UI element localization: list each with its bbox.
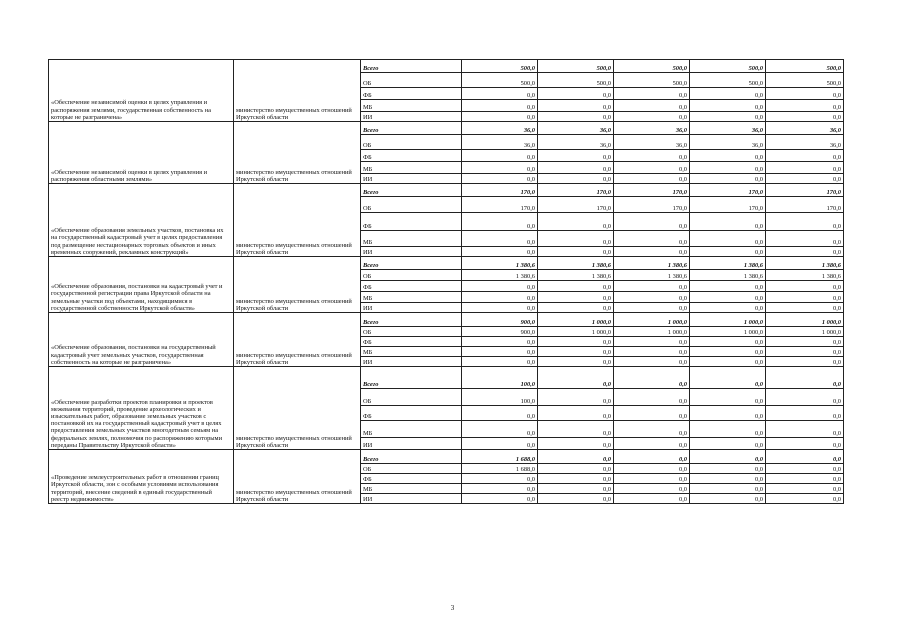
amount-cell: 0,0 xyxy=(690,150,766,162)
amount-cell: 0,0 xyxy=(538,303,614,313)
amount-cell: 0,0 xyxy=(690,174,766,184)
table-row xyxy=(49,184,844,197)
amount-cell: 0,0 xyxy=(766,247,844,257)
amount-cell: 0,0 xyxy=(614,464,690,474)
amount-cell: 0,0 xyxy=(538,464,614,474)
amount-cell: 500,0 xyxy=(766,60,844,73)
funding-source-cell: МБ xyxy=(361,292,462,303)
amount-cell: 100,0 xyxy=(462,367,538,389)
amount-cell: 170,0 xyxy=(462,197,538,213)
amount-cell: 0,0 xyxy=(614,150,690,162)
amount-cell: 0,0 xyxy=(538,494,614,504)
amount-cell: 1 380,6 xyxy=(766,270,844,281)
amount-cell: 1 000,0 xyxy=(538,327,614,337)
amount-cell: 0,0 xyxy=(614,494,690,504)
funding-source-cell: ФБ xyxy=(361,406,462,421)
amount-cell: 900,0 xyxy=(462,327,538,337)
amount-cell: 1 380,6 xyxy=(538,257,614,270)
amount-cell: 0,0 xyxy=(766,112,844,122)
table-row xyxy=(49,257,844,270)
amount-cell: 0,0 xyxy=(538,88,614,100)
amount-cell: 0,0 xyxy=(766,347,844,357)
amount-cell: 1 380,6 xyxy=(614,257,690,270)
funding-source-cell: МБ xyxy=(361,231,462,247)
amount-cell: 0,0 xyxy=(614,303,690,313)
amount-cell: 500,0 xyxy=(462,60,538,73)
funding-source-cell: ОБ xyxy=(361,270,462,281)
amount-cell: 1 000,0 xyxy=(766,313,844,327)
amount-cell: 500,0 xyxy=(614,73,690,88)
amount-cell: 0,0 xyxy=(766,337,844,347)
amount-cell: 0,0 xyxy=(614,406,690,421)
funding-source-cell: ОБ xyxy=(361,197,462,213)
amount-cell: 0,0 xyxy=(614,337,690,347)
amount-cell: 36,0 xyxy=(690,122,766,135)
amount-cell: 0,0 xyxy=(690,421,766,438)
funding-source-cell: ИИ xyxy=(361,494,462,504)
funding-source-cell: ИИ xyxy=(361,357,462,367)
amount-cell: 0,0 xyxy=(538,474,614,484)
funding-source-cell: ОБ xyxy=(361,464,462,474)
amount-cell: 0,0 xyxy=(766,357,844,367)
amount-cell: 0,0 xyxy=(766,162,844,174)
amount-cell: 0,0 xyxy=(462,347,538,357)
amount-cell: 170,0 xyxy=(462,184,538,197)
amount-cell: 0,0 xyxy=(614,347,690,357)
activity-name-cell: «Обеспечение разработки проектов планировки и проектов межевания территорий, проведение археологических и изыскательных работ, образование земельных участков с постановкой их на государственный кадастровый учет в целях предоставления земельных участков многодетным семьям на федеральных землях, полномочия по распоряжению которыми переданы Правительству Иркутской области» xyxy=(49,367,234,450)
executor-cell: министерство имущественных отношений Иркутской области xyxy=(234,450,361,504)
amount-cell: 0,0 xyxy=(766,450,844,464)
table-row xyxy=(49,450,844,464)
amount-cell: 500,0 xyxy=(690,73,766,88)
funding-source-cell: ИИ xyxy=(361,247,462,257)
amount-cell: 1 380,6 xyxy=(690,257,766,270)
amount-cell: 0,0 xyxy=(462,421,538,438)
activity-name-cell: «Обеспечение образования, постановки на кадастровый учет и государственной регистрации права Иркутской области на земельные участки под объектами, находящимися в государственной собственности Иркутской области» xyxy=(49,257,234,313)
amount-cell: 500,0 xyxy=(538,60,614,73)
amount-cell: 0,0 xyxy=(614,438,690,450)
amount-cell: 1 000,0 xyxy=(614,327,690,337)
amount-cell: 170,0 xyxy=(690,197,766,213)
amount-cell: 0,0 xyxy=(614,484,690,494)
funding-source-cell: МБ xyxy=(361,162,462,174)
funding-source-cell: Всего xyxy=(361,450,462,464)
amount-cell: 0,0 xyxy=(538,100,614,112)
amount-cell: 500,0 xyxy=(766,73,844,88)
amount-cell: 0,0 xyxy=(690,281,766,292)
amount-cell: 0,0 xyxy=(614,367,690,389)
amount-cell: 36,0 xyxy=(614,135,690,150)
amount-cell: 0,0 xyxy=(538,112,614,122)
amount-cell: 0,0 xyxy=(462,174,538,184)
activity-name-cell: «Проведение землеустроительных работ в отношении границ Иркутской области, зон с особыми условиями использования территорий, внесение сведений в единый государственный реестр недвижимости» xyxy=(49,450,234,504)
amount-cell: 0,0 xyxy=(614,174,690,184)
amount-cell: 0,0 xyxy=(690,247,766,257)
amount-cell: 1 380,6 xyxy=(462,270,538,281)
amount-cell: 0,0 xyxy=(462,247,538,257)
funding-source-cell: Всего xyxy=(361,367,462,389)
amount-cell: 0,0 xyxy=(690,494,766,504)
amount-cell: 0,0 xyxy=(614,100,690,112)
amount-cell: 170,0 xyxy=(538,197,614,213)
amount-cell: 0,0 xyxy=(462,438,538,450)
amount-cell: 0,0 xyxy=(462,112,538,122)
amount-cell: 1 380,6 xyxy=(614,270,690,281)
amount-cell: 0,0 xyxy=(766,303,844,313)
amount-cell: 0,0 xyxy=(766,438,844,450)
amount-cell: 0,0 xyxy=(690,389,766,406)
amount-cell: 0,0 xyxy=(690,100,766,112)
amount-cell: 0,0 xyxy=(766,406,844,421)
amount-cell: 0,0 xyxy=(462,281,538,292)
amount-cell: 0,0 xyxy=(690,474,766,484)
funding-source-cell: ИИ xyxy=(361,303,462,313)
amount-cell: 0,0 xyxy=(462,357,538,367)
amount-cell: 0,0 xyxy=(614,281,690,292)
amount-cell: 170,0 xyxy=(690,184,766,197)
amount-cell: 100,0 xyxy=(462,389,538,406)
funding-source-cell: ФБ xyxy=(361,474,462,484)
amount-cell: 36,0 xyxy=(538,135,614,150)
executor-cell: министерство имущественных отношений Иркутской области xyxy=(234,184,361,257)
amount-cell: 1 380,6 xyxy=(462,257,538,270)
amount-cell: 0,0 xyxy=(538,484,614,494)
amount-cell: 0,0 xyxy=(462,303,538,313)
executor-cell: министерство имущественных отношений Иркутской области xyxy=(234,60,361,122)
amount-cell: 0,0 xyxy=(766,150,844,162)
amount-cell: 0,0 xyxy=(690,484,766,494)
amount-cell: 0,0 xyxy=(690,347,766,357)
amount-cell: 0,0 xyxy=(462,162,538,174)
amount-cell: 170,0 xyxy=(538,184,614,197)
amount-cell: 1 380,6 xyxy=(538,270,614,281)
amount-cell: 0,0 xyxy=(766,389,844,406)
table-row xyxy=(49,122,844,135)
amount-cell: 0,0 xyxy=(538,292,614,303)
activity-name-cell: «Обеспечение образования, постановки на государственный кадастровый учет земельных участков, государственная собственность на которые не разграничена» xyxy=(49,313,234,367)
amount-cell: 0,0 xyxy=(614,474,690,484)
executor-cell: министерство имущественных отношений Иркутской области xyxy=(234,313,361,367)
amount-cell: 0,0 xyxy=(690,357,766,367)
funding-source-cell: Всего xyxy=(361,184,462,197)
amount-cell: 0,0 xyxy=(690,367,766,389)
amount-cell: 0,0 xyxy=(690,292,766,303)
amount-cell: 0,0 xyxy=(766,464,844,474)
amount-cell: 0,0 xyxy=(690,112,766,122)
activity-name-cell: «Обеспечение независимой оценки в целях управления и распоряжения областными землями» xyxy=(49,122,234,184)
amount-cell: 0,0 xyxy=(538,162,614,174)
amount-cell: 0,0 xyxy=(690,162,766,174)
amount-cell: 36,0 xyxy=(462,135,538,150)
funding-source-cell: ИИ xyxy=(361,174,462,184)
amount-cell: 500,0 xyxy=(614,60,690,73)
amount-cell: 0,0 xyxy=(690,438,766,450)
amount-cell: 36,0 xyxy=(766,135,844,150)
amount-cell: 170,0 xyxy=(766,184,844,197)
amount-cell: 36,0 xyxy=(614,122,690,135)
amount-cell: 0,0 xyxy=(614,88,690,100)
amount-cell: 36,0 xyxy=(766,122,844,135)
amount-cell: 0,0 xyxy=(462,337,538,347)
amount-cell: 0,0 xyxy=(766,484,844,494)
amount-cell: 1 380,6 xyxy=(766,257,844,270)
amount-cell: 0,0 xyxy=(614,389,690,406)
funding-source-cell: ФБ xyxy=(361,213,462,231)
amount-cell: 0,0 xyxy=(766,213,844,231)
amount-cell: 0,0 xyxy=(538,337,614,347)
amount-cell: 0,0 xyxy=(614,247,690,257)
table-row xyxy=(49,313,844,327)
funding-source-cell: Всего xyxy=(361,313,462,327)
amount-cell: 0,0 xyxy=(766,474,844,484)
amount-cell: 0,0 xyxy=(766,100,844,112)
funding-source-cell: ОБ xyxy=(361,327,462,337)
amount-cell: 500,0 xyxy=(538,73,614,88)
funding-source-cell: Всего xyxy=(361,122,462,135)
activity-name-cell: «Обеспечение образования земельных участков, постановка их на государственный кадастровый учет в целях предоставления под размещение нестационарных торговых объектов и иных временных сооружений, рекламных конструкций» xyxy=(49,184,234,257)
executor-cell: министерство имущественных отношений Иркутской области xyxy=(234,257,361,313)
amount-cell: 36,0 xyxy=(462,122,538,135)
funding-source-cell: Всего xyxy=(361,60,462,73)
amount-cell: 0,0 xyxy=(538,450,614,464)
amount-cell: 0,0 xyxy=(690,303,766,313)
executor-cell: министерство имущественных отношений Иркутской области xyxy=(234,122,361,184)
amount-cell: 0,0 xyxy=(538,247,614,257)
table-row xyxy=(49,60,844,73)
amount-cell: 0,0 xyxy=(538,174,614,184)
funding-source-cell: ОБ xyxy=(361,73,462,88)
funding-source-cell: МБ xyxy=(361,347,462,357)
amount-cell: 170,0 xyxy=(766,197,844,213)
amount-cell: 0,0 xyxy=(766,421,844,438)
amount-cell: 0,0 xyxy=(614,292,690,303)
amount-cell: 0,0 xyxy=(690,337,766,347)
amount-cell: 0,0 xyxy=(538,438,614,450)
amount-cell: 0,0 xyxy=(538,406,614,421)
amount-cell: 1 000,0 xyxy=(690,327,766,337)
amount-cell: 0,0 xyxy=(538,389,614,406)
amount-cell: 0,0 xyxy=(462,213,538,231)
funding-source-cell: ФБ xyxy=(361,150,462,162)
executor-cell: министерство имущественных отношений Иркутской области xyxy=(234,367,361,450)
funding-source-cell: ОБ xyxy=(361,389,462,406)
amount-cell: 0,0 xyxy=(462,150,538,162)
amount-cell: 1 000,0 xyxy=(766,327,844,337)
amount-cell: 1 688,0 xyxy=(462,464,538,474)
funding-source-cell: ФБ xyxy=(361,281,462,292)
amount-cell: 0,0 xyxy=(614,450,690,464)
amount-cell: 0,0 xyxy=(462,406,538,421)
amount-cell: 0,0 xyxy=(538,231,614,247)
amount-cell: 0,0 xyxy=(690,88,766,100)
amount-cell: 170,0 xyxy=(614,184,690,197)
funding-source-cell: ИИ xyxy=(361,438,462,450)
amount-cell: 0,0 xyxy=(690,406,766,421)
amount-cell: 1 000,0 xyxy=(614,313,690,327)
amount-cell: 0,0 xyxy=(462,292,538,303)
amount-cell: 900,0 xyxy=(462,313,538,327)
amount-cell: 0,0 xyxy=(690,213,766,231)
amount-cell: 36,0 xyxy=(690,135,766,150)
amount-cell: 500,0 xyxy=(690,60,766,73)
amount-cell: 0,0 xyxy=(614,112,690,122)
amount-cell: 0,0 xyxy=(462,494,538,504)
amount-cell: 0,0 xyxy=(614,421,690,438)
amount-cell: 0,0 xyxy=(766,367,844,389)
page-number: 3 xyxy=(450,604,455,612)
amount-cell: 0,0 xyxy=(614,357,690,367)
funding-source-cell: МБ xyxy=(361,100,462,112)
amount-cell: 0,0 xyxy=(690,450,766,464)
amount-cell: 0,0 xyxy=(538,150,614,162)
amount-cell: 0,0 xyxy=(766,281,844,292)
amount-cell: 0,0 xyxy=(538,367,614,389)
amount-cell: 0,0 xyxy=(614,213,690,231)
amount-cell: 1 000,0 xyxy=(690,313,766,327)
table-row xyxy=(49,367,844,389)
amount-cell: 0,0 xyxy=(462,231,538,247)
funding-source-cell: ФБ xyxy=(361,337,462,347)
amount-cell: 0,0 xyxy=(766,292,844,303)
activity-name-cell: «Обеспечение независимой оценки в целях управления и распоряжения землями, государственная собственность на которые не разграничена» xyxy=(49,60,234,122)
amount-cell: 0,0 xyxy=(462,88,538,100)
amount-cell: 1 380,6 xyxy=(690,270,766,281)
amount-cell: 0,0 xyxy=(538,213,614,231)
amount-cell: 500,0 xyxy=(462,73,538,88)
amount-cell: 0,0 xyxy=(690,464,766,474)
funding-source-cell: ИИ xyxy=(361,112,462,122)
amount-cell: 1 000,0 xyxy=(538,313,614,327)
amount-cell: 0,0 xyxy=(690,231,766,247)
funding-source-cell: МБ xyxy=(361,421,462,438)
amount-cell: 0,0 xyxy=(538,281,614,292)
amount-cell: 0,0 xyxy=(538,421,614,438)
amount-cell: 0,0 xyxy=(766,174,844,184)
funding-source-cell: Всего xyxy=(361,257,462,270)
amount-cell: 170,0 xyxy=(614,197,690,213)
amount-cell: 0,0 xyxy=(462,474,538,484)
amount-cell: 0,0 xyxy=(538,357,614,367)
amount-cell: 0,0 xyxy=(538,347,614,357)
funding-source-cell: ФБ xyxy=(361,88,462,100)
amount-cell: 0,0 xyxy=(614,162,690,174)
amount-cell: 0,0 xyxy=(766,494,844,504)
amount-cell: 36,0 xyxy=(538,122,614,135)
amount-cell: 0,0 xyxy=(614,231,690,247)
budget-table xyxy=(48,59,844,504)
funding-source-cell: ОБ xyxy=(361,135,462,150)
amount-cell: 0,0 xyxy=(766,231,844,247)
amount-cell: 0,0 xyxy=(462,484,538,494)
amount-cell: 0,0 xyxy=(462,100,538,112)
amount-cell: 1 688,0 xyxy=(462,450,538,464)
funding-source-cell: МБ xyxy=(361,484,462,494)
amount-cell: 0,0 xyxy=(766,88,844,100)
